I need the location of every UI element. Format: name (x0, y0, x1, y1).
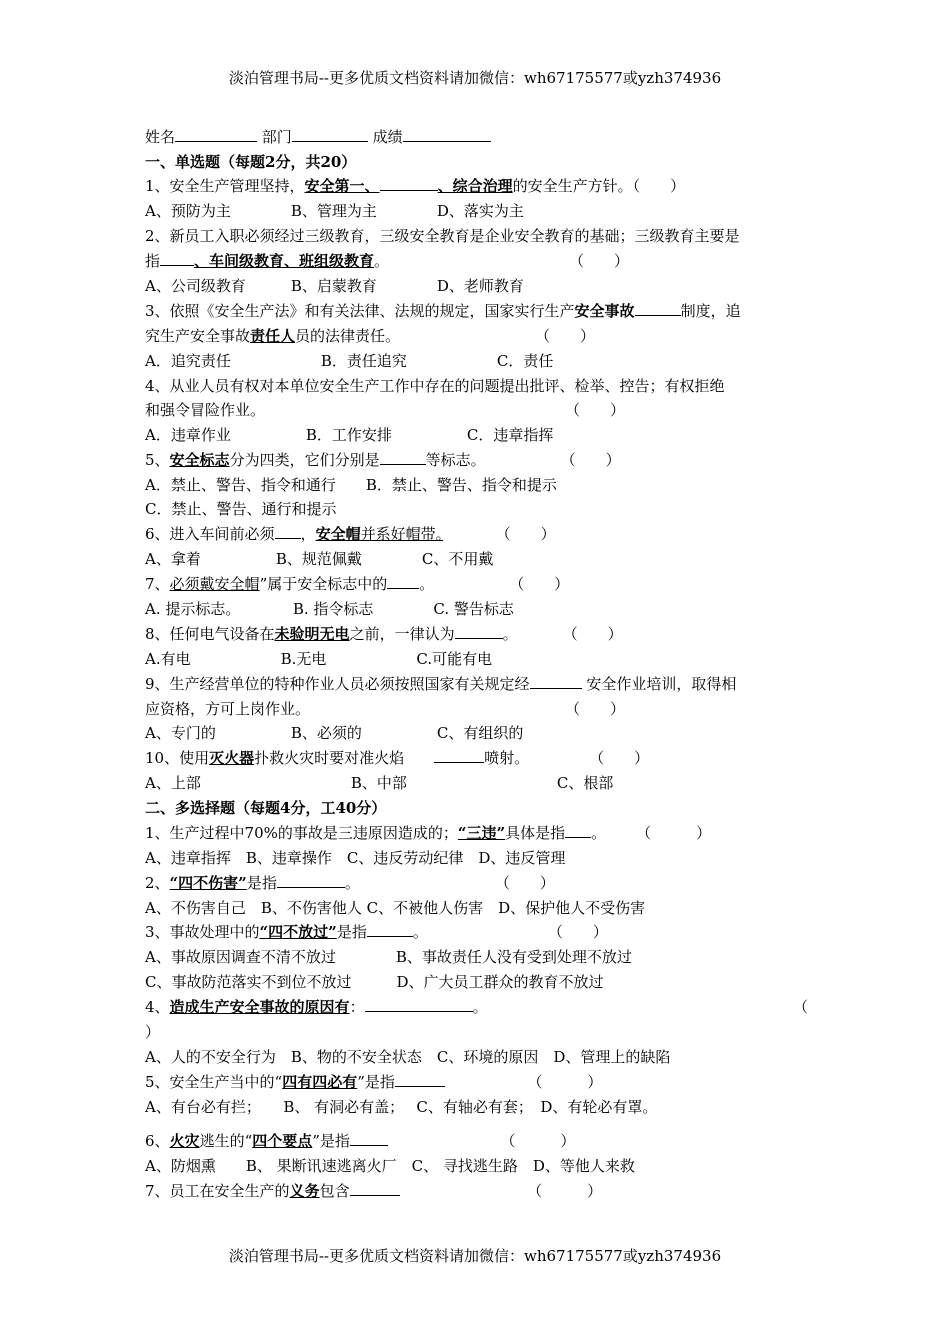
question-2-cont: 指 、车间级教育、班组级教育。 （ ） (145, 252, 630, 270)
question-4-cont: 和强令冒险作业。 （ ） (145, 401, 626, 419)
question-6: 6、进入车间前必须 ，安全帽并系好帽带。 （ ） (145, 525, 556, 543)
multi-question-4-paren-left: （ (793, 998, 809, 1016)
question-4-options: A．违章作业 B．工作安排 C．违章指挥 (145, 426, 554, 444)
question-9: 9、生产经营单位的特种作业人员必须按照国家有关规定经 安全作业培训，取得相 (145, 675, 737, 693)
question-3: 3、依照《安全生产法》和有关法律、法规的规定，国家实行生产安全事故 制度，追 (145, 302, 741, 320)
question-2: 2、新员工入职必须经过三级教育，三级安全教育是企业安全教育的基础；三级教育主要是 (145, 227, 740, 245)
question-1-options: A、预防为主 B、管理为主 D、落实为主 (145, 202, 524, 220)
section-single-choice: 一、单选题（每题2分，共20） (145, 153, 357, 171)
question-10: 10、使用灭火器扑救火灾时要对准火焰 喷射。 （ ） (145, 749, 650, 767)
question-3-options: A．追究责任 B．责任追究 C．责任 (145, 352, 554, 370)
question-3-cont: 究生产安全事故责任人员的法律责任。 （ ） (145, 327, 596, 345)
page-header: 淡泊管理书局--更多优质文档资料请加微信：wh67175577或yzh374936 (228, 69, 722, 87)
question-9-cont: 应资格，方可上岗作业。 （ ） (145, 700, 626, 718)
multi-question-3-options-1: A、事故原因调查不清不放过 B、事故责任人没有受到处理不放过 (145, 948, 632, 966)
question-7: 7、必须戴安全帽”属于安全标志中的 。 （ ） (145, 575, 570, 593)
question-1: 1、安全生产管理坚持，安全第一、 、综合治理的安全生产方针。（ ） (145, 177, 686, 195)
multi-question-3-options-2: C、事故防范落实不到位不放过 D、广大员工群众的教育不放过 (145, 973, 604, 991)
multi-question-6-options: A、防烟熏 B、 果断讯速逃离火厂 C、 寻找逃生路 D、等他人来救 (145, 1157, 635, 1175)
question-5: 5、安全标志分为四类，它们分别是 等标志。 （ ） (145, 451, 621, 469)
multi-question-4-paren-right: ） (145, 1023, 161, 1041)
info-line: 姓名 部门 成绩 (145, 127, 491, 147)
question-5-options-1: A．禁止、警告、指令和通行 B．禁止、警告、指令和提示 (145, 476, 557, 494)
question-9-options: A、专门的 B、必须的 C、有组织的 (145, 724, 524, 742)
question-2-options: A、公司级教育 B、启蒙教育 D、老师教育 (145, 277, 524, 295)
page-footer: 淡泊管理书局--更多优质文档资料请加微信：wh67175577或yzh374936 (228, 1247, 722, 1265)
question-8: 8、任何电气设备在未验明无电之前，一律认为 。 （ ） (145, 625, 623, 643)
multi-question-6: 6、火灾逃生的“四个要点”是指 （ ） (145, 1132, 576, 1150)
multi-question-2: 2、“四不伤害”是指 。 （ ） (145, 874, 555, 892)
multi-question-5: 5、安全生产当中的“四有四必有”是指 （ ） (145, 1073, 603, 1091)
question-6-options: A、拿着 B、规范佩戴 C、不用戴 (145, 550, 494, 568)
multi-question-5-options: A、有台必有拦； B、 有洞必有盖； C、有轴必有套； D、有轮必有罩。 (145, 1098, 658, 1116)
name-blank[interactable] (175, 127, 257, 142)
question-8-options: A.有电 B.无电 C.可能有电 (145, 650, 493, 668)
multi-question-4-options: A、人的不安全行为 B、物的不安全状态 C、环境的原因 D、管理上的缺陷 (145, 1048, 671, 1066)
multi-question-7: 7、员工在安全生产的义务包含 （ ） (145, 1182, 603, 1200)
multi-question-4: 4、造成生产安全事故的原因有： 。 (145, 998, 488, 1016)
question-10-options: A、上部 B、中部 C、根部 (145, 774, 614, 792)
section-multi-choice: 二、多选择题（每题4分，工40分） (145, 799, 387, 817)
multi-question-2-options: A、不伤害自己 B、不伤害他人 C、不被他人伤害 D、保护他人不受伤害 (145, 899, 646, 917)
question-5-options-2: C．禁止、警告、通行和提示 (145, 500, 337, 518)
multi-question-3: 3、事故处理中的“四不放过”是指 。 （ ） (145, 923, 608, 941)
question-7-options: A. 提示标志。 B. 指令标志 C. 警告标志 (145, 600, 514, 618)
question-4: 4、从业人员有权对本单位安全生产工作中存在的问题提出批评、检举、控告；有权拒绝 (145, 377, 725, 395)
multi-question-1: 1、生产过程中70%的事故是三违原因造成的；“三违”具体是指 。 （ ） (145, 824, 712, 842)
dept-blank[interactable] (292, 127, 368, 142)
score-blank[interactable] (403, 127, 491, 142)
multi-question-1-options: A、违章指挥 B、违章操作 C、违反劳动纪律 D、违反管理 (145, 849, 566, 867)
